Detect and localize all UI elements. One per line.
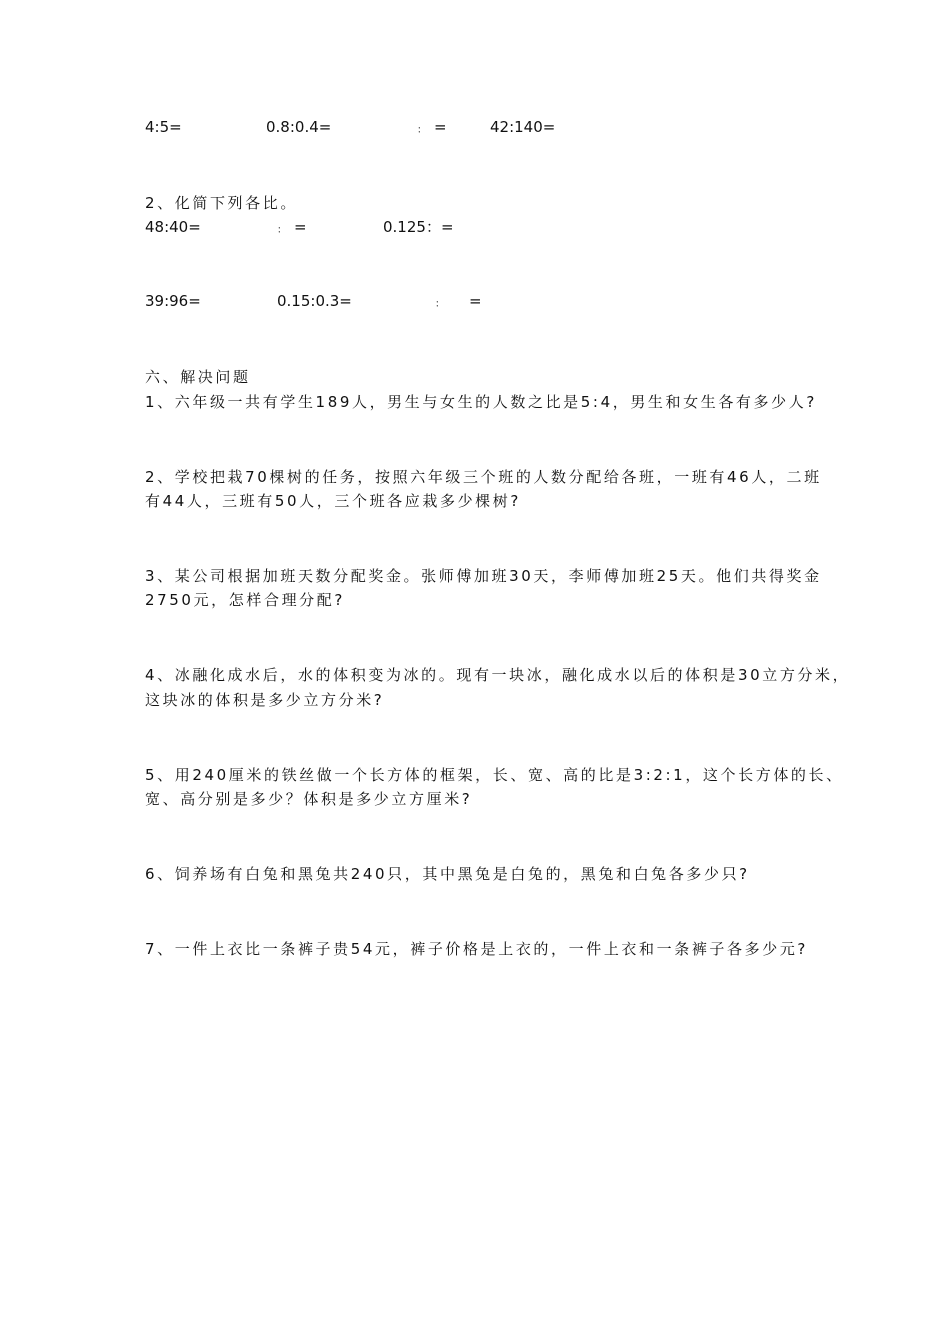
ratio-0.15-0.3: 0.15:0.3= — [277, 292, 352, 310]
ratio-0.125: 0.125：= — [383, 218, 454, 236]
problem-7-line-1: 7、一件上衣比一条裤子贵54元，裤子价格是上衣的，一件上衣和一条裤子各多少元? — [145, 940, 808, 958]
problem-5-line-2: 宽、高分别是多少？体积是多少立方厘米? — [145, 790, 473, 808]
problem-3-line-1: 3、某公司根据加班天数分配奖金。张师傅加班30天，李师傅加班25天。他们共得奖金 — [145, 567, 822, 585]
problem-2-line-1: 2、学校把栽70棵树的任务，按照六年级三个班的人数分配给各班，一班有46人，二班 — [145, 468, 822, 486]
ratio-fraction-equals: = — [469, 292, 482, 310]
section-2-heading: 2、化简下列各比。 — [145, 194, 298, 212]
section-6-heading: 六、解决问题 — [145, 368, 251, 386]
ratio-fraction-separator: ： — [435, 299, 445, 310]
ratio-fraction-separator: ： — [417, 125, 427, 136]
ratio-39-96: 39:96= — [145, 292, 201, 310]
problem-4-line-2: 这块冰的体积是多少立方分米? — [145, 691, 385, 709]
ratio-fraction-separator: ： — [277, 225, 287, 236]
problem-4-line-1: 4、冰融化成水后，水的体积变为冰的。现有一块冰，融化成水以后的体积是30立方分米， — [145, 666, 851, 684]
ratio-fraction-equals: = — [434, 118, 447, 136]
problem-1-line-1: 1、六年级一共有学生189人，男生与女生的人数之比是5:4，男生和女生各有多少人? — [145, 393, 817, 411]
ratio-48-40: 48:40= — [145, 218, 201, 236]
problem-2-line-2: 有44人，三班有50人，三个班各应栽多少棵树? — [145, 492, 521, 510]
ratio-0.8-0.4: 0.8:0.4= — [266, 118, 332, 136]
problem-5-line-1: 5、用240厘米的铁丝做一个长方体的框架，长、宽、高的比是3:2:1，这个长方体的长、 — [145, 766, 844, 784]
ratio-fraction-equals: = — [294, 218, 307, 236]
problem-3-line-2: 2750元，怎样合理分配? — [145, 591, 345, 609]
problem-6-line-1: 6、饲养场有白兔和黑兔共240只，其中黑兔是白兔的，黑兔和白兔各多少只? — [145, 865, 750, 883]
ratio-42-140: 42:140= — [490, 118, 556, 136]
ratio-4-5: 4:5= — [145, 118, 182, 136]
